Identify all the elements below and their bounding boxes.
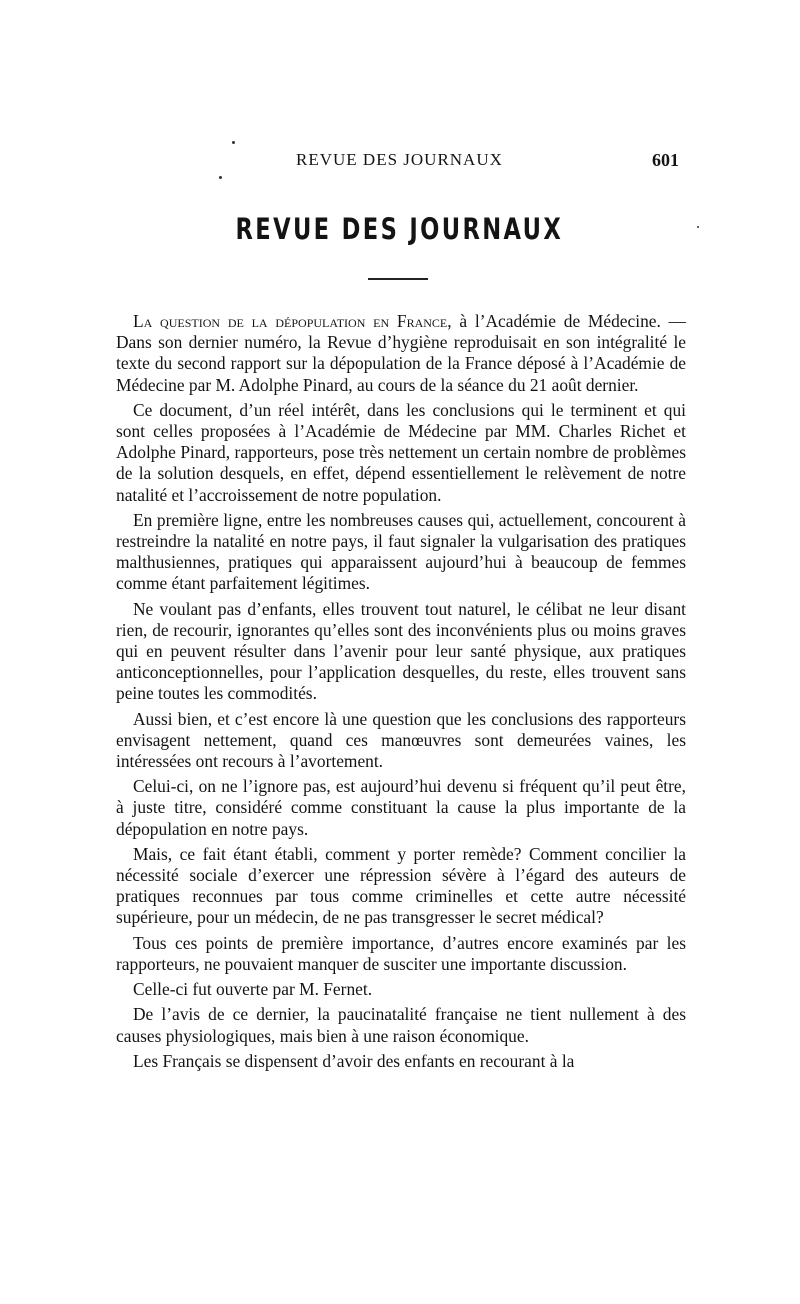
paragraph-8: Tous ces points de première importance, d’autres encore examinés par les rapporteurs, ne pouvaient manquer de susciter une importante discussion. (116, 932, 686, 974)
page-number: 601 (652, 150, 679, 170)
running-title: REVUE DES JOURNAUX (296, 150, 503, 169)
title-divider (368, 278, 428, 280)
paragraph-7: Mais, ce fait étant établi, comment y porter remède? Comment concilier la nécessité sociale d’exercer une répression sévère à l’égard des auteurs de pratiques reconnues par tous comme criminelles et cette autre nécessité supérieure, pour un médecin, de ne pas transgresser le secret médical? (116, 843, 686, 928)
paragraph-1 (116, 311, 686, 396)
print-speck (219, 176, 222, 179)
paragraph-9: Celle-ci fut ouverte par M. Fernet. (133, 979, 373, 1000)
lede-small-caps: La question de la dépopulation en France, (133, 311, 452, 331)
paragraph-11: Les Français se dispensent d’avoir des enfants en recourant à la (133, 1050, 575, 1071)
paragraph-2: Ce document, d’un réel intérêt, dans les conclusions qui le terminent et qui sont celles proposées à l’Académie de Médecine par MM. Charles Richet et Adolphe Pinard, rapporteurs, pose très nettement un certain nombre de problèmes de la solution desquels, en effet, dépend essentiellement le relèvement de notre natalité et l’accroissement de notre population. (116, 399, 686, 505)
paragraph-6: Celui-ci, on ne l’ignore pas, est aujourd’hui devenu si fréquent qu’il peut être, à juste titre, considéré comme constituant la cause la plus importante de la dépopulation en notre pays. (116, 776, 686, 839)
running-header (0, 150, 800, 174)
paragraph-3: En première ligne, entre les nombreuses causes qui, actuellement, concourent à restreindre la natalité en notre pays, il faut signaler la vulgarisation des pratiques malthusiennes, pratiques qui apparaissent aujourd’hui à beaucoup de femmes comme étant parfaitement légitimes. (116, 509, 686, 594)
paragraph-1-text: à l’Académie de Médecine. — Dans son dernier numéro, la Revue d’hygiène reproduisait en son intégralité le texte du second rapport sur la dépopulation de la France déposé à l’Académie de Médecine par M. Adolphe Pinard, au cours de la séance du 21 août dernier. (116, 311, 687, 395)
paragraph-10: De l’avis de ce dernier, la paucinatalité française ne tient nullement à des causes physiologiques, mais bien à une raison économique. (116, 1004, 686, 1046)
paragraph-5: Aussi bien, et c’est encore là une question que les conclusions des rapporteurs envisagent nettement, quand ces manœuvres sont demeurées vaines, les intéressées ont recours à l’avortement. (116, 708, 686, 772)
paragraph-4: Ne voulant pas d’enfants, elles trouvent tout naturel, le célibat ne leur disant rien, de recourir, ignorantes qu’elles sont des inconvénients plus ou moins graves qui en peuvent résulter dans l’avenir pour leur santé physique, aux pratiques anticonceptionnelles, pour l’application desquelles, du reste, elles trouvent sans peine toutes les commodités. (116, 598, 686, 704)
print-speck (232, 141, 235, 144)
article-body (116, 311, 686, 1072)
article-title: REVUE DES JOURNAUX (235, 212, 564, 246)
